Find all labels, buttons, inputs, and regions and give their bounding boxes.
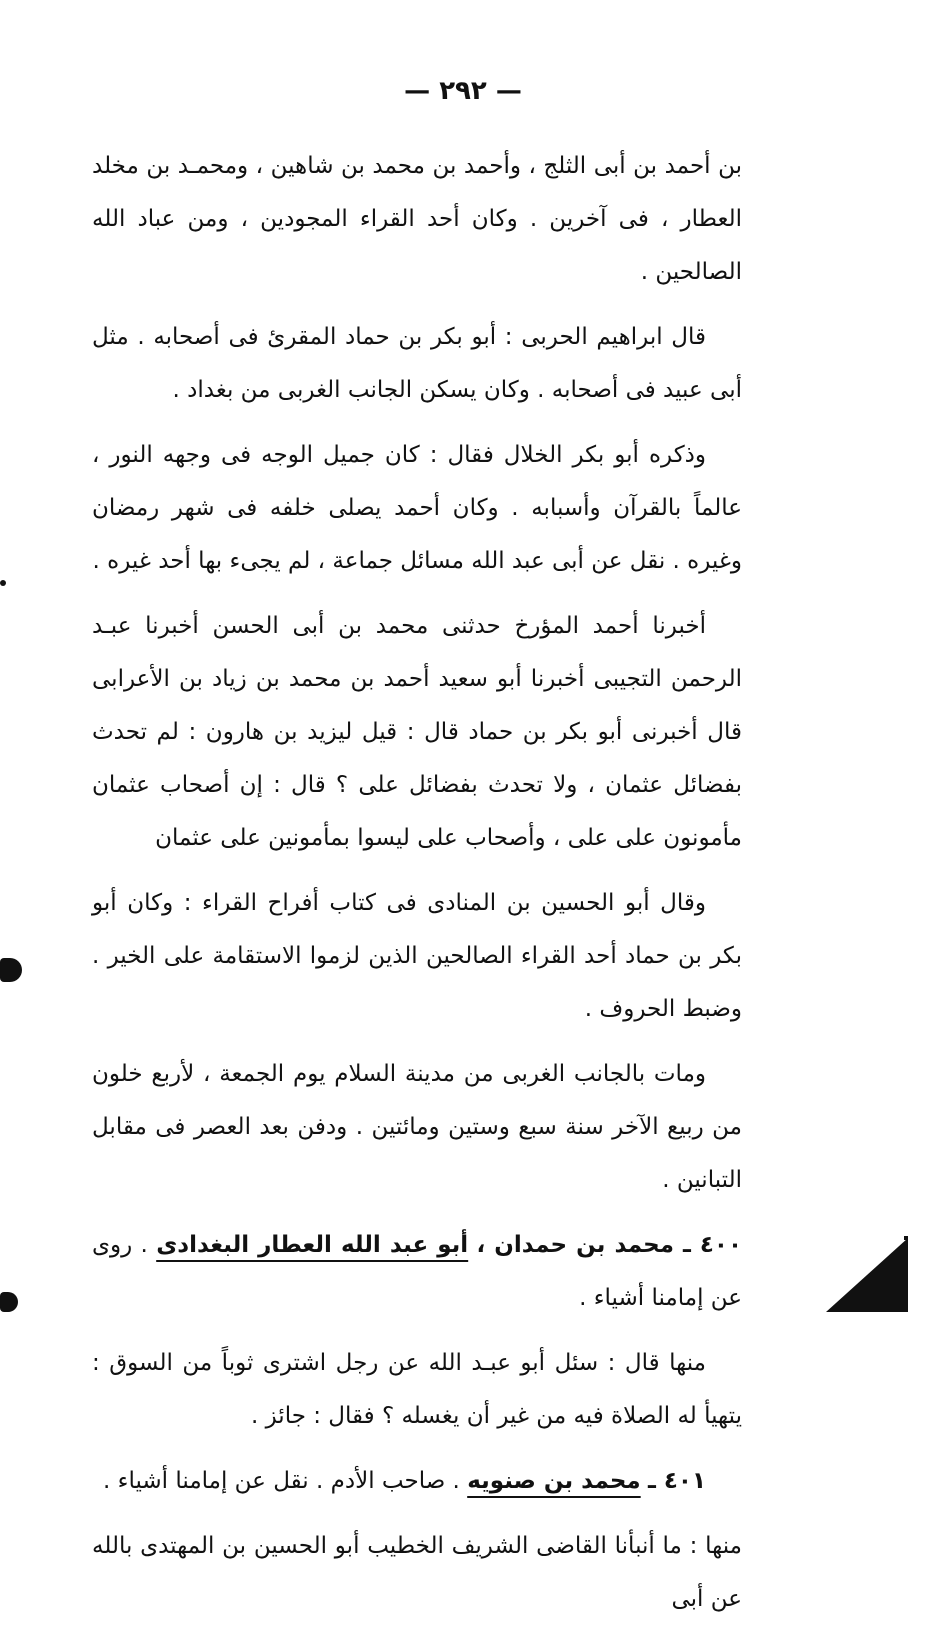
page-body-text (92, 140, 742, 1638)
paragraph-isnad: أخبرنا أحمد المؤرخ حدثنى محمد بن أبى الحسن أخبرنا عبـد الرحمن التجيبى أخبرنا أبو سعيد أحمد بن محمد بن زياد بن الأعرابى قال أخبرنى أبو بكر بن حماد قال : قيل ليزيد بن هارون : لم تحدث بفضائل عثمان ، ولا تحدث بفضائل على ؟ قال : إن أصحاب عثمان مأمونون على على ، وأصحاب على ليسوا بمأمونين على عثمان (92, 613, 742, 851)
entry-401 (92, 1455, 742, 1508)
scan-edge-mark (0, 1292, 18, 1312)
paragraph-khallal-quote: وذكره أبو بكر الخلال فقال : كان جميل الوجه فى وجهه النور ، عالماً بالقرآن وأسبابه . وكان أحمد يصلى خلفه فى شهر رمضان وغيره . نقل عن أبى عبد الله مسائل جماعة ، لم يجىء بها أحد غيره . (92, 442, 742, 574)
scan-speck-mark (0, 580, 6, 586)
paragraph-harbi-quote: قال ابراهيم الحربى : أبو بكر بن حماد المقرئ فى أصحابه . مثل أبى عبيد فى أصحابه . وكان يسكن الجانب الغربى من بغداد . (92, 324, 742, 403)
scan-edge-mark (0, 958, 22, 982)
entry-401-heading: ٤٠١ ـ (648, 1468, 706, 1494)
entry-400-heading: ٤٠٠ ـ محمد بن حمدان ، (476, 1232, 742, 1258)
paragraph-munadi-quote: وقال أبو الحسين بن المنادى فى كتاب أفراح القراء : وكان أبو بكر بن حماد أحد القراء الصالحين الذين لزموا الاستقامة على الخير . وضبط الحروف . (92, 890, 742, 1022)
folded-corner-shadow (826, 1238, 908, 1312)
paragraph-entry-401-detail: منها : ما أنبأنا القاضى الشريف الخطيب أبو الحسين بن المهتدى بالله عن أبى (92, 1533, 742, 1612)
paragraph-death-date: ومات بالجانب الغربى من مدينة السلام يوم الجمعة ، لأربع خلون من ربيع الآخر سنة سبع وستين ومائتين . ودفن بعد العصر فى مقابل التبانين . (92, 1061, 742, 1193)
entry-401-rest: . صاحب الأدم . نقل عن إمامنا أشياء . (103, 1468, 460, 1494)
entry-400-rest: . روى عن إمامنا أشياء . (92, 1232, 742, 1311)
entry-400-name: أبو عبد الله العطار البغدادى (156, 1232, 469, 1258)
entry-401-name: محمد بن صنويه (467, 1468, 641, 1494)
paragraph-entry-400-detail: منها قال : سئل أبو عبـد الله عن رجل اشترى ثوباً من السوق : يتهيأ له الصلاة فيه من غير أن يغسله ؟ فقال : جائز . (92, 1350, 742, 1429)
page-number: — ٢٩٢ — (404, 76, 522, 106)
entry-400 (92, 1219, 742, 1325)
paragraph-continuation: بن أحمد بن أبى الثلج ، وأحمد بن محمد بن شاهين ، ومحمـد بن مخلد العطار ، فى آخرين . وكان أحد القراء المجودين ، ومن عباد الله الصالحين . (92, 153, 742, 285)
folded-corner-tip (904, 1236, 908, 1240)
